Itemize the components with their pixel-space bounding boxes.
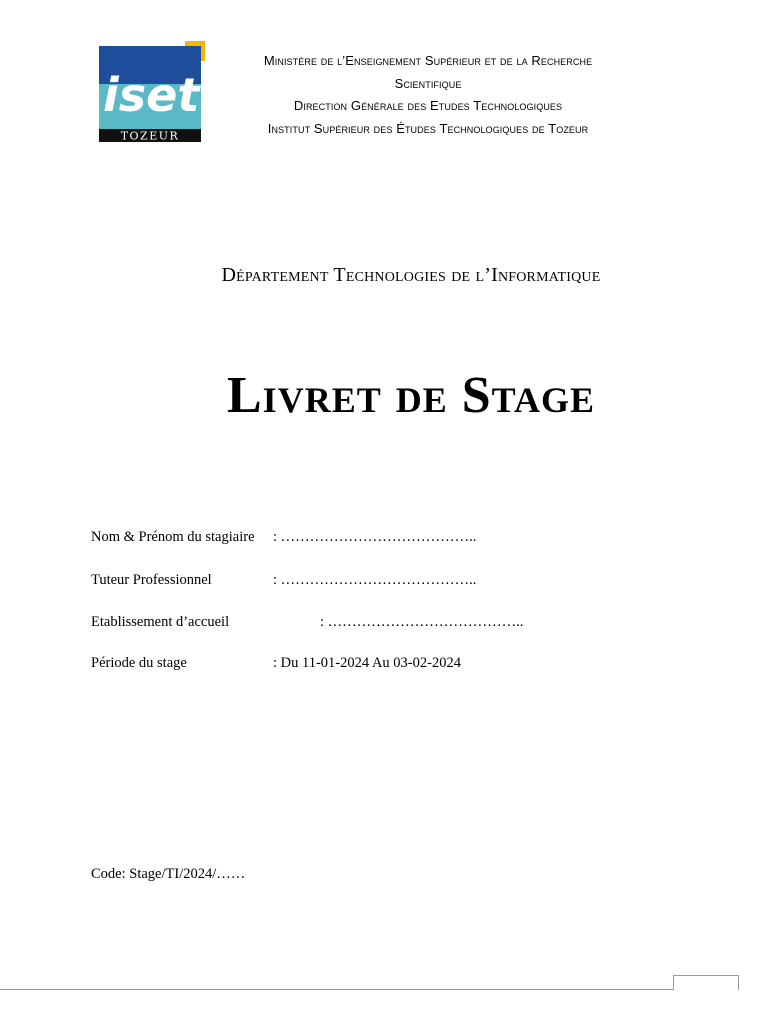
field-value: : ………………………………….. [320, 614, 524, 630]
header-ministry: Ministère de l’Enseignement Supérieur et de la Recherche [263, 53, 593, 68]
logo-text: iset [103, 68, 200, 122]
footer-rule [0, 989, 736, 990]
field-label: Tuteur Professionnel [91, 572, 212, 588]
document-code: Code: Stage/TI/2024/…… [91, 866, 246, 882]
document-title: Livret de Stage [227, 367, 595, 424]
field-value: : ………………………………….. [273, 529, 477, 545]
institution-header [258, 50, 598, 140]
field-label: Nom & Prénom du stagiaire [91, 529, 255, 545]
header-ministry-cont: Scientifique [394, 75, 462, 91]
department-title: Département Technologies de l’Informatique [221, 264, 601, 286]
iset-tozeur-logo [99, 41, 207, 143]
logo-caption: TOZEUR [120, 129, 180, 143]
header-direction: Direction Générale des Etudes Technologiques [293, 98, 563, 113]
field-label: Période du stage [91, 655, 187, 671]
field-label: Etablissement d’accueil [91, 614, 230, 630]
header-institute: Institut Supérieur des Études Technologiques de Tozeur [267, 120, 589, 136]
field-value: : Du 11-01-2024 Au 03-02-2024 [273, 655, 461, 671]
field-value: : ………………………………….. [273, 572, 477, 588]
footer-page-tab [673, 975, 739, 990]
